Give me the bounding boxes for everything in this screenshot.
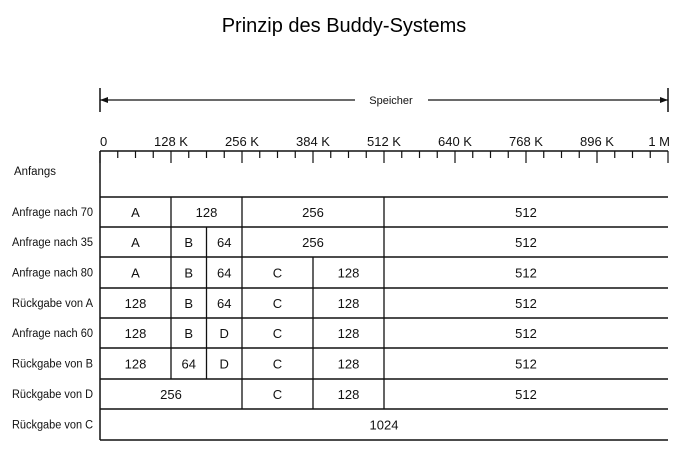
memory-label: Speicher [369,95,413,107]
memory-block-label: 256 [160,387,182,402]
memory-block-label: B [184,235,194,250]
arrowhead-left-icon [100,97,108,103]
memory-block-label: 128 [337,296,360,311]
memory-block-label: 512 [515,296,537,311]
row-label: Anfrage nach 35 [12,237,93,249]
memory-block-label: A [131,265,140,281]
memory-block-label: A [131,235,140,250]
scale-label: 0 [100,134,108,149]
memory-block-label: 128 [124,356,147,372]
memory-block-label: C [272,326,283,341]
scale-label: 1 M [648,134,670,149]
arrowhead-right-icon [660,97,668,103]
row-label: Rückgabe von B [12,358,94,371]
memory-block-label: 128 [124,326,147,341]
memory-block-label: 64 [181,356,196,372]
scale-label: 384 K [296,134,330,149]
memory-block-label: C [272,356,283,372]
memory-block-label: C [272,296,283,311]
memory-block-label: C [272,265,283,281]
scale-label: 896 K [580,134,614,149]
scale-label: 512 K [367,134,401,149]
memory-block-label: 512 [515,356,537,372]
memory-block-label: B [184,326,194,341]
memory-block-label: D [219,326,229,341]
memory-block-label: 1024 [369,417,399,433]
memory-block-label: D [219,356,229,372]
memory-block-label: 64 [217,296,232,311]
memory-block-label: 512 [515,205,537,220]
memory-block-label: 256 [302,205,324,220]
memory-block-label: 128 [337,356,360,372]
memory-block-label: 128 [337,265,360,281]
memory-block-label: 512 [515,387,537,402]
memory-block-label: 512 [515,235,537,250]
memory-block-label: C [272,387,283,402]
memory-block-label: 64 [217,265,232,281]
row-label: Rückgabe von A [12,298,94,310]
scale-label: 256 K [225,134,259,149]
memory-block-label: 128 [337,387,360,402]
row-label: Anfrage nach 80 [12,267,93,280]
row-label: Anfangs [14,166,57,178]
row-label: Rückgabe von D [12,389,93,401]
memory-block-label: 128 [124,296,147,311]
scale-label: 768 K [509,134,543,149]
memory-block-label: A [131,205,140,220]
memory-block-label: 128 [337,326,360,341]
memory-block-label: 512 [515,265,537,281]
row-label: Anfrage nach 70 [12,207,93,219]
memory-block-label: 256 [302,235,324,250]
row-label: Rückgabe von C [12,419,93,432]
memory-block-label: B [184,296,194,311]
memory-block-label: 512 [515,326,537,341]
memory-block-label: 128 [195,205,218,220]
scale-label: 128 K [154,134,188,149]
diagram-title: Prinzip des Buddy-Systems [221,15,467,37]
scale-label: 640 K [438,134,472,149]
row-label: Anfrage nach 60 [12,328,93,340]
memory-block-label: B [184,265,194,281]
memory-block-label: 64 [217,235,232,250]
